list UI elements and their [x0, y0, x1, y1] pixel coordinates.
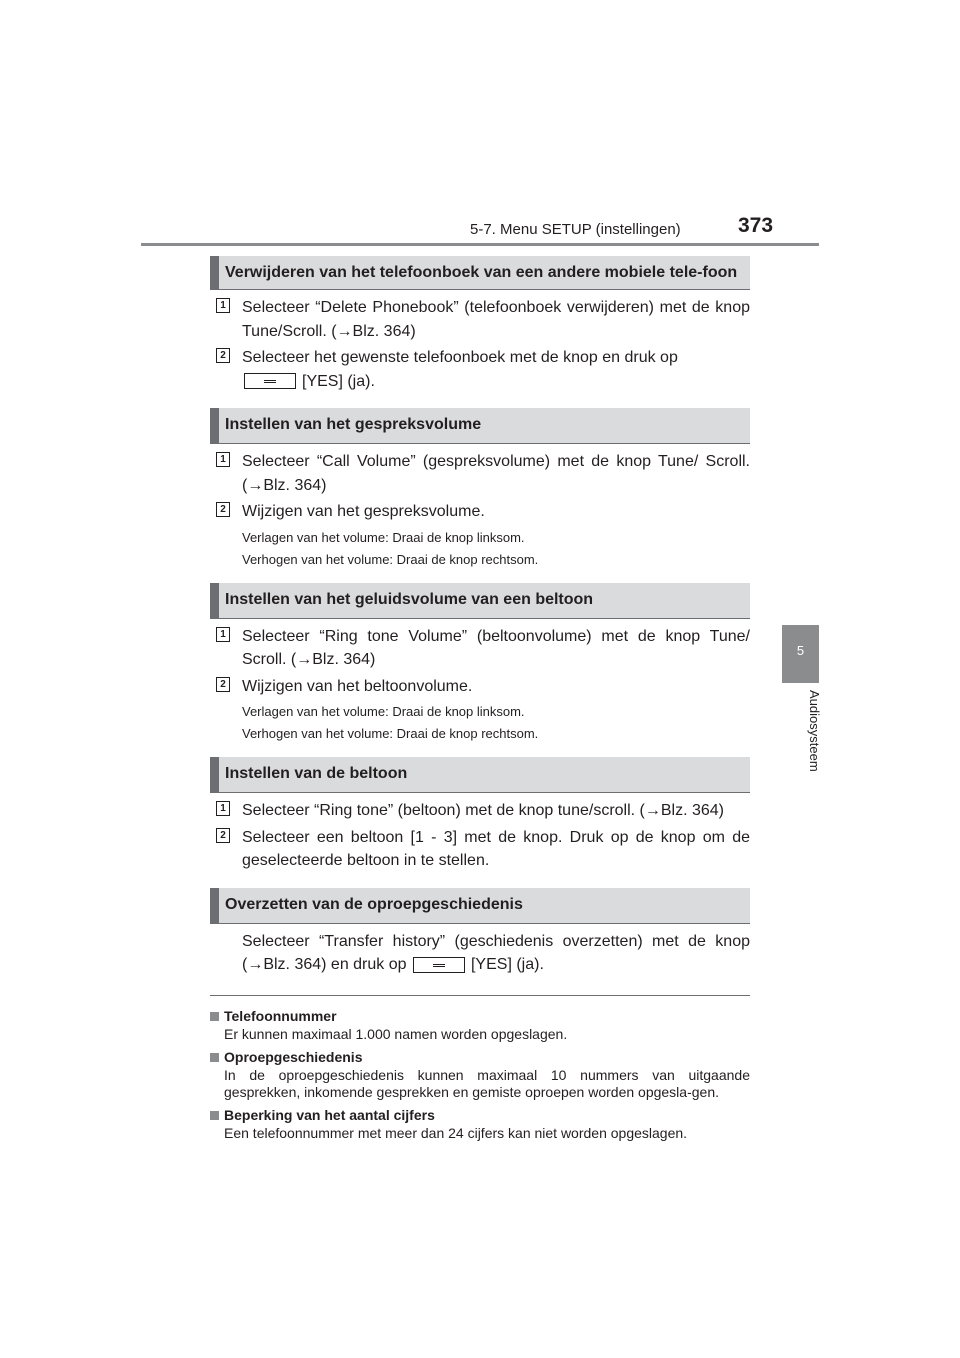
chapter-label: Audiosysteem	[807, 690, 822, 772]
step	[210, 799, 750, 823]
bullet-square-icon	[210, 1012, 219, 1021]
page-content	[210, 256, 750, 1146]
step-text: [YES] (ja).	[302, 372, 375, 390]
section-heading: Instellen van de beltoon	[210, 757, 750, 793]
bullet-square-icon	[210, 1053, 219, 1062]
button-icon	[413, 957, 465, 973]
section-heading: Instellen van het geluidsvolume van een beltoon	[210, 583, 750, 619]
button-icon	[244, 373, 296, 389]
step	[210, 296, 750, 343]
step-text: Wijzigen van het gespreksvolume.	[242, 503, 485, 520]
step	[210, 675, 750, 699]
note-text: Er kunnen maximaal 1.000 namen worden opgeslagen.	[224, 1025, 568, 1042]
note-text: In de oproepgeschiedenis kunnen maximaal 10 nummers van uitgaande gesprekken, inkomende gesprekken en gemiste oproepen worden opgesla-gen.	[224, 1066, 750, 1100]
step-number: 1	[216, 627, 230, 642]
section-heading: Verwijderen van het telefoonboek van een andere mobiele tele-foon	[210, 256, 750, 290]
note-title: Beperking van het aantal cijfers	[210, 1105, 750, 1125]
step-note: Verhogen van het volume: Draai de knop rechtsom.	[242, 551, 539, 567]
step-number: 2	[216, 348, 230, 363]
step-number: 2	[216, 677, 230, 692]
step	[210, 346, 750, 393]
step-text: Selecteer “Call Volume” (gespreksvolume) met de knop Tune/ Scroll. (→Blz. 364)	[242, 453, 750, 494]
step	[210, 450, 750, 497]
section-text	[210, 930, 750, 977]
step-number: 2	[216, 828, 230, 843]
bullet-square-icon	[210, 1111, 219, 1120]
step-text: Wijzigen van het beltoonvolume.	[242, 677, 473, 695]
notes-divider	[210, 995, 750, 996]
step-text: Selecteer het gewenste telefoonboek met de knop en druk op	[242, 349, 678, 366]
step-note: Verlagen van het volume: Draai de knop linksom.	[242, 529, 525, 545]
note-title: Telefoonnummer	[210, 1006, 750, 1026]
section-heading: Instellen van het gespreksvolume	[210, 408, 750, 444]
step-number: 1	[216, 298, 230, 313]
step-number: 2	[216, 502, 230, 517]
section-heading: Overzetten van de oproepgeschiedenis	[210, 888, 750, 924]
step-text: Selecteer “Ring tone Volume” (beltoonvolume) met de knop Tune/ Scroll. (→Blz. 364)	[242, 627, 750, 668]
step-text: Selecteer “Delete Phonebook” (telefoonboek verwijderen) met de knop Tune/Scroll. (→Blz. 364)	[242, 299, 750, 340]
step-note: Verlagen van het volume: Draai de knop linksom.	[242, 704, 525, 719]
step-text: Selecteer “Ring tone” (beltoon) met de knop tune/scroll. (→Blz. 364)	[242, 802, 725, 819]
note-text: Een telefoonnummer met meer dan 24 cijfers kan niet worden opgeslagen.	[224, 1124, 688, 1141]
step-text: Selecteer “Transfer history” (geschiedenis overzetten) met de knop (→Blz. 364) en druk op	[242, 932, 750, 973]
page-number: 373	[738, 214, 774, 237]
step-text: Selecteer een beltoon [1 - 3] met de knop. Druk op de knop om de geselecteerde beltoon in te stellen.	[242, 828, 750, 869]
step-number: 1	[216, 801, 230, 816]
step-number: 1	[216, 452, 230, 467]
step-note: Verhogen van het volume: Draai de knop rechtsom.	[242, 726, 539, 741]
note-title: Oproepgeschiedenis	[210, 1047, 750, 1067]
step-text: [YES] (ja).	[470, 956, 544, 973]
notes	[210, 1006, 750, 1142]
section-header: 5-7. Menu SETUP (instellingen)	[470, 221, 681, 238]
chapter-number: 5	[796, 643, 805, 658]
step	[210, 826, 750, 873]
step	[210, 500, 750, 524]
header-rule	[141, 243, 819, 246]
chapter-tab	[782, 625, 819, 683]
step	[210, 625, 750, 672]
